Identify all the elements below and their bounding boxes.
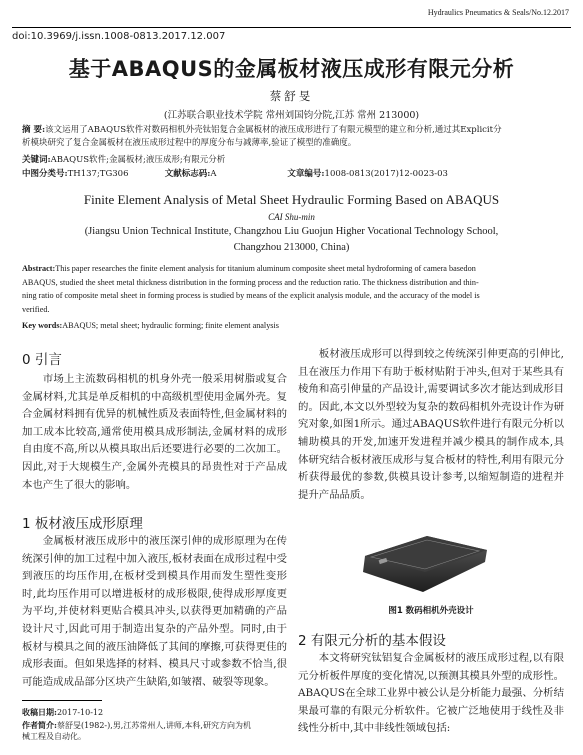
abstract-en-text4: verified. [22, 304, 50, 314]
abstract-en-text1: This paper researches the finite element analysis for titanium aluminum composite sheet metal hydroforming of camera basedon [55, 264, 476, 273]
author-bio-line1: 蔡舒旻(1982-),男,江苏常州人,讲师,本科,研究方向为机 [56, 721, 251, 730]
section-0-heading: 0 引言 [22, 352, 62, 368]
section-1-body [22, 533, 287, 691]
abstract-cn-line1 [22, 124, 561, 137]
classification-line [22, 167, 562, 179]
keywords-en-label: Key words: [22, 321, 63, 330]
footnote-received [22, 706, 282, 719]
camera-shell-figure [357, 532, 492, 598]
doc-code-label: 文献标志码: [164, 169, 211, 179]
keywords-cn-label: 关键词: [22, 155, 51, 165]
abstract-en-text2: ABAQUS, studied the sheet metal thickness distribution in the forming process and the reduction ratio. The thickness distribution and thin- [22, 277, 479, 287]
abstract-cn-text1: 该文运用了ABAQUS软件对数码相机外壳钛铝复合金属板材的液压成形进行了有限元模型的建立和分析,通过其Explicit分 [45, 125, 502, 135]
footnote-author-cont: 械工程及自动化。 [22, 732, 86, 741]
header-rule [12, 27, 571, 28]
abstract-cn-text2: 析模块研究了复合金属板材在液压成形过程中的厚度分布与减薄率,验证了模型的准确度。 [22, 138, 357, 148]
paper-title-en: Finite Element Analysis of Metal Sheet Hydraulic Forming Based on ABAQUS [83, 192, 500, 207]
abstract-en-line1 [22, 262, 561, 276]
clc-value: TH137;TG306 [67, 169, 129, 179]
keywords-en-text: ABAQUS; metal sheet; hydraulic forming; finite element analysis [62, 321, 279, 330]
figure-1-caption: 图1 数码相机外壳设计 [388, 606, 474, 616]
section-2-paragraph: 本文将研究钛铝复合金属板材的液压成形过程,以有限元分析板件厚度的变化情况,以预测其模具外型的成形性。ABAQUS在全球工业界中被公认是分析能力最强、分析结果最可靠的有限元分析软件。它被广泛地使用于线性及非线性分析中,其中非线性领域包括: [298, 652, 564, 735]
doc-code-value: A [210, 169, 217, 179]
section-1-heading: 1 板材液压成形原理 [22, 516, 143, 532]
abstract-en-label: Abstract: [22, 264, 56, 273]
section-2-body [298, 650, 564, 738]
abstract-cn [22, 124, 561, 150]
intro-body [22, 371, 287, 494]
author-bio-label: 作者简介: [22, 720, 57, 730]
article-no-label: 文章编号: [287, 169, 325, 179]
footnote-rule [22, 700, 102, 701]
affiliation-en-line2: Changzhou 213000, China) [233, 242, 350, 253]
journal-header: Hydraulics Pneumatics & Seals/No.12.2017 [427, 8, 569, 17]
clc-label: 中图分类号: [22, 169, 68, 179]
section-2-heading: 2 有限元分析的基本假设 [298, 633, 446, 649]
received-date: 2017-10-12 [56, 708, 104, 717]
abstract-en [22, 262, 561, 316]
affiliation-en-line1: (Jiangsu Union Technical Institute, Changzhou Liu Guojun Higher Vocational Technology School, [84, 226, 499, 237]
abstract-en-text3: ning ratio of composite metal sheet in forming process is studied by means of the explicit analysis module, and the accuracy of the model is [22, 291, 480, 301]
right-body-top [298, 346, 564, 504]
intro-paragraph: 市场上主流数码相机的机身外壳一般采用树脂或复合金属材料,尤其是单反相机的中高级机型使用金属外壳。复合金属材料拥有优异的机械性质及表面特性,但金属材料的加工成本比较高,通常使用模具成形制法,金属材料的成形自由度不高,所以从模具取出后还要进行必要的二次加工。因此,对于大规模生产,金属外壳模具的昂贵性对于产品成本也产生了很大的影响。 [22, 373, 287, 491]
author-cn: 蔡舒旻 [269, 89, 314, 103]
article-no-value: 1008-0813(2017)12-0023-03 [324, 169, 448, 179]
abstract-cn-label: 摘 要: [22, 125, 46, 135]
paper-title-cn: 基于ABAQUS的金属板材液压成形有限元分析 [68, 57, 515, 81]
keywords-cn [22, 153, 225, 165]
keywords-cn-text: ABAQUS软件;金属板材;液压成形;有限元分析 [50, 155, 226, 165]
doi: doi:10.3969/j.issn.1008-0813.2017.12.007 [12, 31, 226, 42]
camera-shell-drawing [357, 532, 492, 598]
author-en: CAI Shu-min [268, 212, 315, 222]
affiliation-cn: (江苏联合职业技术学院 常州刘国钧分院,江苏 常州 213000) [163, 110, 420, 121]
right-paragraph-1: 板材液压成形可以得到较之传统深引伸更高的引伸比,且在液压力作用下有助于板材贴附于冲头,但对于某些具有棱角和高引伸量的产品设计,需要调试多次才能达到成形目的。因此,本文以外型较为复杂的数码相机外壳设计作为研究对象,如图1所示。通过ABAQUS软件进行有限元分析以辅助模具的开发,加速开发进程并减少模具的制作成本,具体研究结合板材液压成形与复合板材的特性,利用有限元分析获得最优的参数,供模具设计参考,以缩短制造的进程并提升产品品质。 [298, 348, 564, 501]
received-label: 收稿日期: [22, 707, 57, 717]
keywords-en [22, 321, 279, 330]
section-1-paragraph: 金属板材液压成形中的液压深引伸的成形原理为在传统深引伸的加工过程中加入液压,板材表面在成形过程中受到液压的均压作用,在板材受到模具作用而发生塑性变形时,此均压作用可以增进板材的成形极限,使得成形厚度更为平均,并使材料更贴合模具冲头,以获得更加精确的产品设计尺寸,因此可用于制造出复杂的产品外型。同时,由于板材与模具之间的液压油降低了其间的摩擦,可获得更佳的成形表面。但如果选择的材料、模具尺寸或参数不恰当,很可能造成成品部分区块产生缺陷,如皱褶、破裂等现象。 [22, 535, 287, 688]
